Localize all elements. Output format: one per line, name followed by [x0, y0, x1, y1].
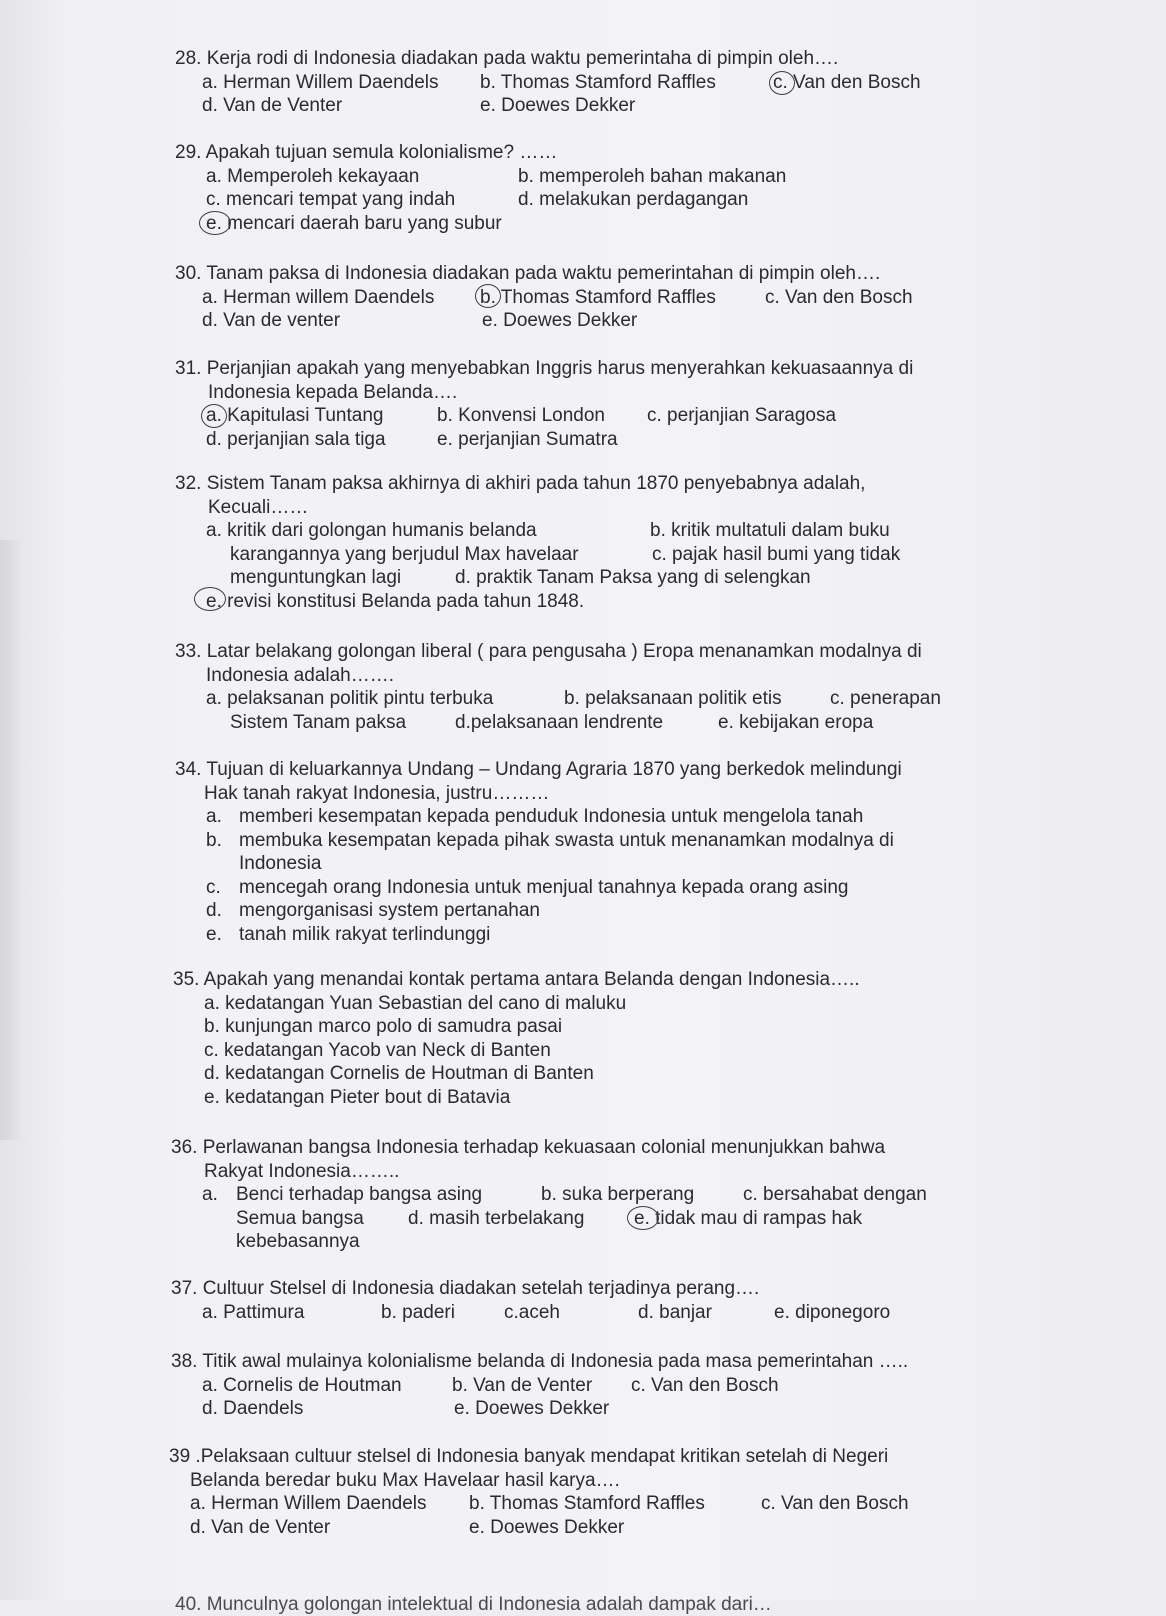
option-c: c. Van den Bosch	[761, 1493, 909, 1514]
option-d: d. praktik Tanam Paksa yang di selengkan	[455, 567, 811, 588]
option-a: Benci terhadap bangsa asing	[236, 1184, 483, 1205]
question-stem-cont: Indonesia kepada Belanda….	[208, 381, 458, 403]
answer-circle-mark	[475, 284, 501, 308]
answer-circle-mark	[199, 211, 231, 235]
option-b: b. Van de Venter	[452, 1374, 593, 1396]
option-d: d. Van de Venter	[202, 95, 343, 116]
option-e: e. mencari daerah baru yang subur	[206, 212, 502, 234]
option-a-cont: Semua bangsa	[236, 1207, 364, 1229]
option-c: c.aceh	[504, 1301, 560, 1323]
option-d: mengorganisasi system pertanahan	[239, 900, 541, 921]
option-letter: a.	[202, 1184, 218, 1205]
question-stem: 29. Apakah tujuan semula kolonialisme? ……	[175, 142, 558, 163]
paper-fold-shadow	[0, 540, 22, 1140]
option-a: a. Herman Willem Daendels	[202, 71, 439, 93]
option-b: b. Thomas Stamford Raffles	[480, 71, 716, 93]
question-stem-cont: Hak tanah rakyat Indonesia, justru………	[204, 782, 550, 804]
question-stem: 35. Apakah yang menandai kontak pertama antara Belanda dengan Indonesia…..	[173, 969, 860, 990]
option-c: c. Van den Bosch	[631, 1374, 779, 1396]
question-stem: 33. Latar belakang golongan liberal ( para pengusaha ) Eropa menanamkan modalnya di	[175, 641, 922, 662]
option-c: mencegah orang Indonesia untuk menjual tanahnya kepada orang asing	[239, 876, 849, 898]
question-stem: 31. Perjanjian apakah yang menyebabkan Inggris harus menyerahkan kekuasaannya di	[175, 358, 914, 379]
option-d: d. melakukan perdagangan	[518, 189, 749, 210]
question-stem: 30. Tanam paksa di Indonesia diadakan pada waktu pemerintahan di pimpin oleh….	[175, 263, 881, 284]
option-b: b. paderi	[381, 1301, 455, 1323]
answer-circle-mark	[201, 404, 227, 428]
question-stem-cont: Kecuali……	[208, 496, 309, 518]
option-e: e. Doewes Dekker	[480, 95, 636, 116]
answer-circle-mark	[769, 71, 795, 95]
cutoff-next-question	[0, 1588, 1166, 1615]
option-c: c. bersahabat dengan	[743, 1184, 927, 1205]
option-a: a. pelaksanan politik pintu terbuka	[206, 688, 494, 709]
option-a: a. kritik dari golongan humanis belanda	[206, 520, 537, 541]
option-a: a. Cornelis de Houtman	[202, 1374, 402, 1396]
option-c-cont: Sistem Tanam paksa	[230, 711, 407, 733]
question-stem: 36. Perlawanan bangsa Indonesia terhadap kekuasaan colonial menunjukkan bahwa	[171, 1137, 886, 1158]
option-d: d. Van de Venter	[190, 1516, 331, 1538]
option-a: a. kedatangan Yuan Sebastian del cano di maluku	[204, 992, 627, 1014]
option-b: b. pelaksanaan politik etis	[564, 688, 782, 709]
option-c: c. penerapan	[830, 688, 941, 709]
option-e: e. kebijakan eropa	[718, 711, 874, 733]
option-letter: b.	[206, 829, 222, 851]
option-d: d. perjanjian sala tiga	[206, 428, 386, 450]
question-stem: 38. Titik awal mulainya kolonialisme belanda di Indonesia pada masa pemerintahan …..	[171, 1351, 909, 1372]
option-e: e. Doewes Dekker	[469, 1516, 625, 1538]
option-e-cont: kebebasannya	[236, 1231, 360, 1252]
option-e: e. revisi konstitusi Belanda pada tahun 1848.	[206, 590, 585, 612]
option-d: d. Van de venter	[202, 310, 341, 331]
answer-circle-mark	[194, 587, 226, 611]
option-b: membuka kesempatan kepada pihak swasta untuk menanamkan modalnya di	[239, 829, 894, 851]
question-stem: 39 .Pelaksaan cultuur stelsel di Indonesia banyak mendapat kritikan setelah di Negeri	[169, 1446, 889, 1467]
option-c: c. pajak hasil bumi yang tidak	[652, 543, 901, 565]
option-d: d.pelaksanaan lendrente	[455, 711, 664, 733]
question-stem: 32. Sistem Tanam paksa akhirnya di akhiri pada tahun 1870 penyebabnya adalah,	[175, 473, 866, 494]
option-e: e. tidak mau di rampas hak	[634, 1207, 863, 1229]
option-c: c. Van den Bosch	[765, 286, 913, 308]
option-b: b. Thomas Stamford Raffles	[469, 1493, 705, 1514]
option-e: e. Doewes Dekker	[482, 310, 638, 331]
option-letter: c.	[206, 876, 221, 898]
option-letter: e.	[206, 923, 222, 945]
option-letter: d.	[206, 900, 222, 921]
option-e: tanah milik rakyat terlindunggi	[239, 923, 491, 945]
option-c: c. mencari tempat yang indah	[206, 189, 456, 210]
option-b: b. Thomas Stamford Raffles	[480, 286, 716, 308]
question-stem: 37. Cultuur Stelsel di Indonesia diadakan setelah terjadinya perang….	[171, 1278, 760, 1299]
option-a: a. Memperoleh kekayaan	[206, 165, 420, 187]
option-b-cont: Indonesia	[239, 853, 322, 874]
option-b: b. suka berperang	[541, 1184, 695, 1205]
option-d: d. Daendels	[202, 1398, 304, 1419]
option-c: c. perjanjian Saragosa	[647, 405, 837, 426]
option-e: e. perjanjian Sumatra	[437, 428, 618, 450]
option-a: a. Pattimura	[202, 1301, 305, 1323]
option-a: a. Herman Willem Daendels	[190, 1493, 427, 1514]
option-b: b. memperoleh bahan makanan	[518, 165, 787, 187]
question-stem: 28. Kerja rodi di Indonesia diadakan pada waktu pemerintaha di pimpin oleh….	[175, 48, 839, 69]
cutoff-text: 40. Munculnya golongan intelektual di Indonesia adalah dampak dari…	[175, 1594, 772, 1615]
option-b: b. kunjungan marco polo di samudra pasai	[204, 1016, 563, 1037]
option-a: a. Kapitulasi Tuntang	[206, 405, 384, 426]
question-stem: 34. Tujuan di keluarkannya Undang – Undang Agraria 1870 yang berkedok melindungi	[175, 759, 902, 780]
option-c-cont: menguntungkan lagi	[230, 567, 402, 588]
question-stem-cont: Rakyat Indonesia……..	[204, 1160, 400, 1182]
option-c: c. kedatangan Yacob van Neck di Banten	[204, 1039, 551, 1061]
option-c: c. Van den Bosch	[773, 71, 921, 93]
answer-circle-mark	[627, 1206, 659, 1230]
option-a: a. Herman willem Daendels	[202, 286, 435, 308]
option-b: b. kritik multatuli dalam buku	[650, 520, 890, 541]
question-stem-cont: Belanda beredar buku Max Havelaar hasil karya….	[190, 1469, 620, 1491]
option-letter: a.	[206, 806, 222, 827]
option-e: e. kedatangan Pieter bout di Batavia	[204, 1086, 511, 1108]
question-stem-cont: Indonesia adalah…….	[206, 664, 395, 686]
option-b-cont: karangannya yang berjudul Max havelaar	[230, 543, 579, 565]
option-b: b. Konvensi London	[437, 405, 605, 426]
option-d: d. banjar	[638, 1301, 712, 1323]
option-d: d. kedatangan Cornelis de Houtman di Banten	[204, 1063, 594, 1084]
option-e: e. Doewes Dekker	[454, 1398, 610, 1419]
option-e: e. diponegoro	[774, 1301, 891, 1323]
option-a: memberi kesempatan kepada penduduk Indonesia untuk mengelola tanah	[239, 806, 864, 827]
option-d: d. masih terbelakang	[408, 1207, 585, 1229]
